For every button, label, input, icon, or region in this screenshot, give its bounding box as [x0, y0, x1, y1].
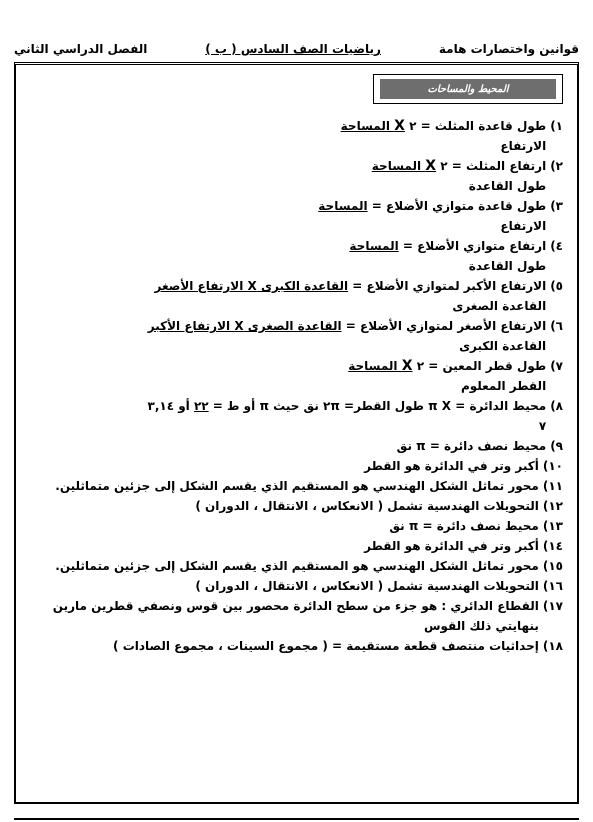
list-item [28, 556, 563, 576]
item-text [28, 476, 539, 496]
item-formula: محور تماثل الشكل الهندسي هو المستقيم الذي يقسم الشكل إلى جزئين متماثلين. [55, 559, 539, 573]
item-text [28, 276, 546, 316]
item-number: ٢) [550, 159, 563, 173]
item-formula: أكبر وتر في الدائرة هو القطر [364, 459, 539, 473]
page-header [14, 34, 579, 64]
item-number: ٥) [550, 279, 563, 293]
header-title: رياضيات الصف السادس ( ب ) [205, 42, 381, 56]
list-item [28, 576, 563, 596]
item-text [28, 156, 546, 196]
item-text [28, 436, 546, 456]
header-subject-note: قوانين واختصارات هامة [438, 42, 579, 56]
item-text [28, 536, 539, 556]
fraction-numerator: القاعدة الصغرى X الارتفاع الأكبر [147, 319, 342, 333]
item-number: ٨) [550, 399, 563, 413]
list-item [28, 456, 563, 476]
item-formula: محيط نصف دائرة = π نق [389, 519, 539, 533]
section-title-box [373, 74, 563, 104]
list-item [28, 196, 563, 236]
fraction-denominator: القاعدة الصغرى [452, 299, 547, 313]
fraction-numerator: المساحة [318, 199, 368, 213]
item-number: ١٣) [542, 519, 563, 533]
fraction-numerator: المساحة [349, 239, 399, 253]
item-number: ١١) [542, 479, 563, 493]
item-text [28, 236, 546, 276]
fraction-denominator: طول القاعدة [468, 259, 547, 273]
fraction-numerator: ٢٢ [193, 399, 209, 413]
item-text [28, 196, 546, 236]
item-text [28, 396, 546, 436]
item-number: ١٥) [542, 559, 563, 573]
item-number: ٤) [550, 239, 563, 253]
item-formula: طول قاعدة المثلث = ٢ [404, 119, 547, 133]
item-formula: أكبر وتر في الدائرة هو القطر [364, 539, 539, 553]
item-number: ١٤) [542, 539, 563, 553]
item-formula: طول قاعدة متوازي الأضلاع = [367, 199, 547, 213]
item-text [28, 356, 546, 396]
item-formula: طول قطر المعين = ٢ [412, 359, 547, 373]
item-number: ١٦) [542, 579, 563, 593]
item-suffix: أو ٣,١٤ [147, 399, 194, 413]
header-term: الفصل الدراسي الثاني [14, 42, 148, 56]
item-text [28, 496, 539, 516]
bottom-rule [14, 818, 579, 820]
item-formula: ارتفاع متوازي الأضلاع = [398, 239, 547, 253]
list-item [28, 116, 563, 156]
list-item [28, 236, 563, 276]
item-formula: التحويلات الهندسية تشمل ( الانعكاس ، الانتقال ، الدوران ) [195, 579, 539, 593]
item-number: ١٧) [542, 599, 563, 613]
section-title: المحيط والمساحات [380, 79, 556, 99]
item-text [28, 316, 546, 356]
fraction-denominator: القطر المعلوم [460, 379, 547, 393]
item-formula: القطاع الدائري : هو جزء من سطح الدائرة محصور بين قوس ونصفي قطرين مارين بنهايتي ذلك القوس [52, 599, 539, 633]
item-number: ٧) [550, 359, 563, 373]
list-item [28, 496, 563, 516]
item-formula: محيط الدائرة = π X طول القطر= ٢π نق حيث π أو ط = [208, 399, 547, 413]
fraction-denominator: ٧ [538, 419, 547, 433]
fraction-numerator: المساحة [340, 119, 395, 133]
fraction-numerator: القاعدة الكبرى X الارتفاع الأصغر [154, 279, 349, 293]
fraction-denominator: القاعدة الكبرى [459, 339, 547, 353]
fraction-numerator: المساحة [348, 359, 402, 373]
item-number: ٩) [550, 439, 563, 453]
item-formula: الارتفاع الأكبر لمتوازي الأضلاع = [348, 279, 547, 293]
list-item [28, 476, 563, 496]
item-formula: التحويلات الهندسية تشمل ( الانعكاس ، الانتقال ، الدوران ) [195, 499, 539, 513]
item-number: ١٢) [542, 499, 563, 513]
item-formula: إحداثيات منتصف قطعة مستقيمة = ( مجموع السينات ، مجموع الصادات ) [113, 639, 539, 653]
fraction-denominator: الارتفاع [500, 139, 547, 153]
list-item [28, 156, 563, 196]
list-item [28, 356, 563, 396]
fraction-numerator: المساحة [371, 159, 426, 173]
item-formula: محور تماثل الشكل الهندسي هو المستقيم الذي يقسم الشكل إلى جزئين متماثلين. [55, 479, 539, 493]
item-number: ١٨) [542, 639, 563, 653]
item-text [28, 636, 539, 656]
item-number: ١٠) [542, 459, 563, 473]
item-text [28, 456, 539, 476]
item-formula: الارتفاع الأصغر لمتوازي الأضلاع = [341, 319, 547, 333]
item-text [28, 576, 539, 596]
item-text [28, 596, 539, 636]
list-item [28, 396, 563, 436]
list-item [28, 536, 563, 556]
item-formula: محيط نصف دائرة = π نق [396, 439, 547, 453]
fraction-denominator: طول القاعدة [468, 179, 547, 193]
list-item [28, 316, 563, 356]
item-number: ١) [550, 119, 563, 133]
item-text [28, 516, 539, 536]
item-text [28, 116, 546, 156]
multiply-sign: X [425, 158, 437, 174]
item-number: ٦) [550, 319, 563, 333]
list-item [28, 596, 563, 636]
multiply-sign: X [401, 358, 413, 374]
rules-list [28, 116, 563, 656]
fraction-denominator: الارتفاع [500, 219, 547, 233]
item-text [28, 556, 539, 576]
list-item [28, 516, 563, 536]
item-formula: ارتفاع المثلث = ٢ [436, 159, 547, 173]
list-item [28, 276, 563, 316]
item-number: ٣) [550, 199, 563, 213]
list-item [28, 636, 563, 656]
multiply-sign: X [394, 118, 405, 134]
list-item [28, 436, 563, 456]
